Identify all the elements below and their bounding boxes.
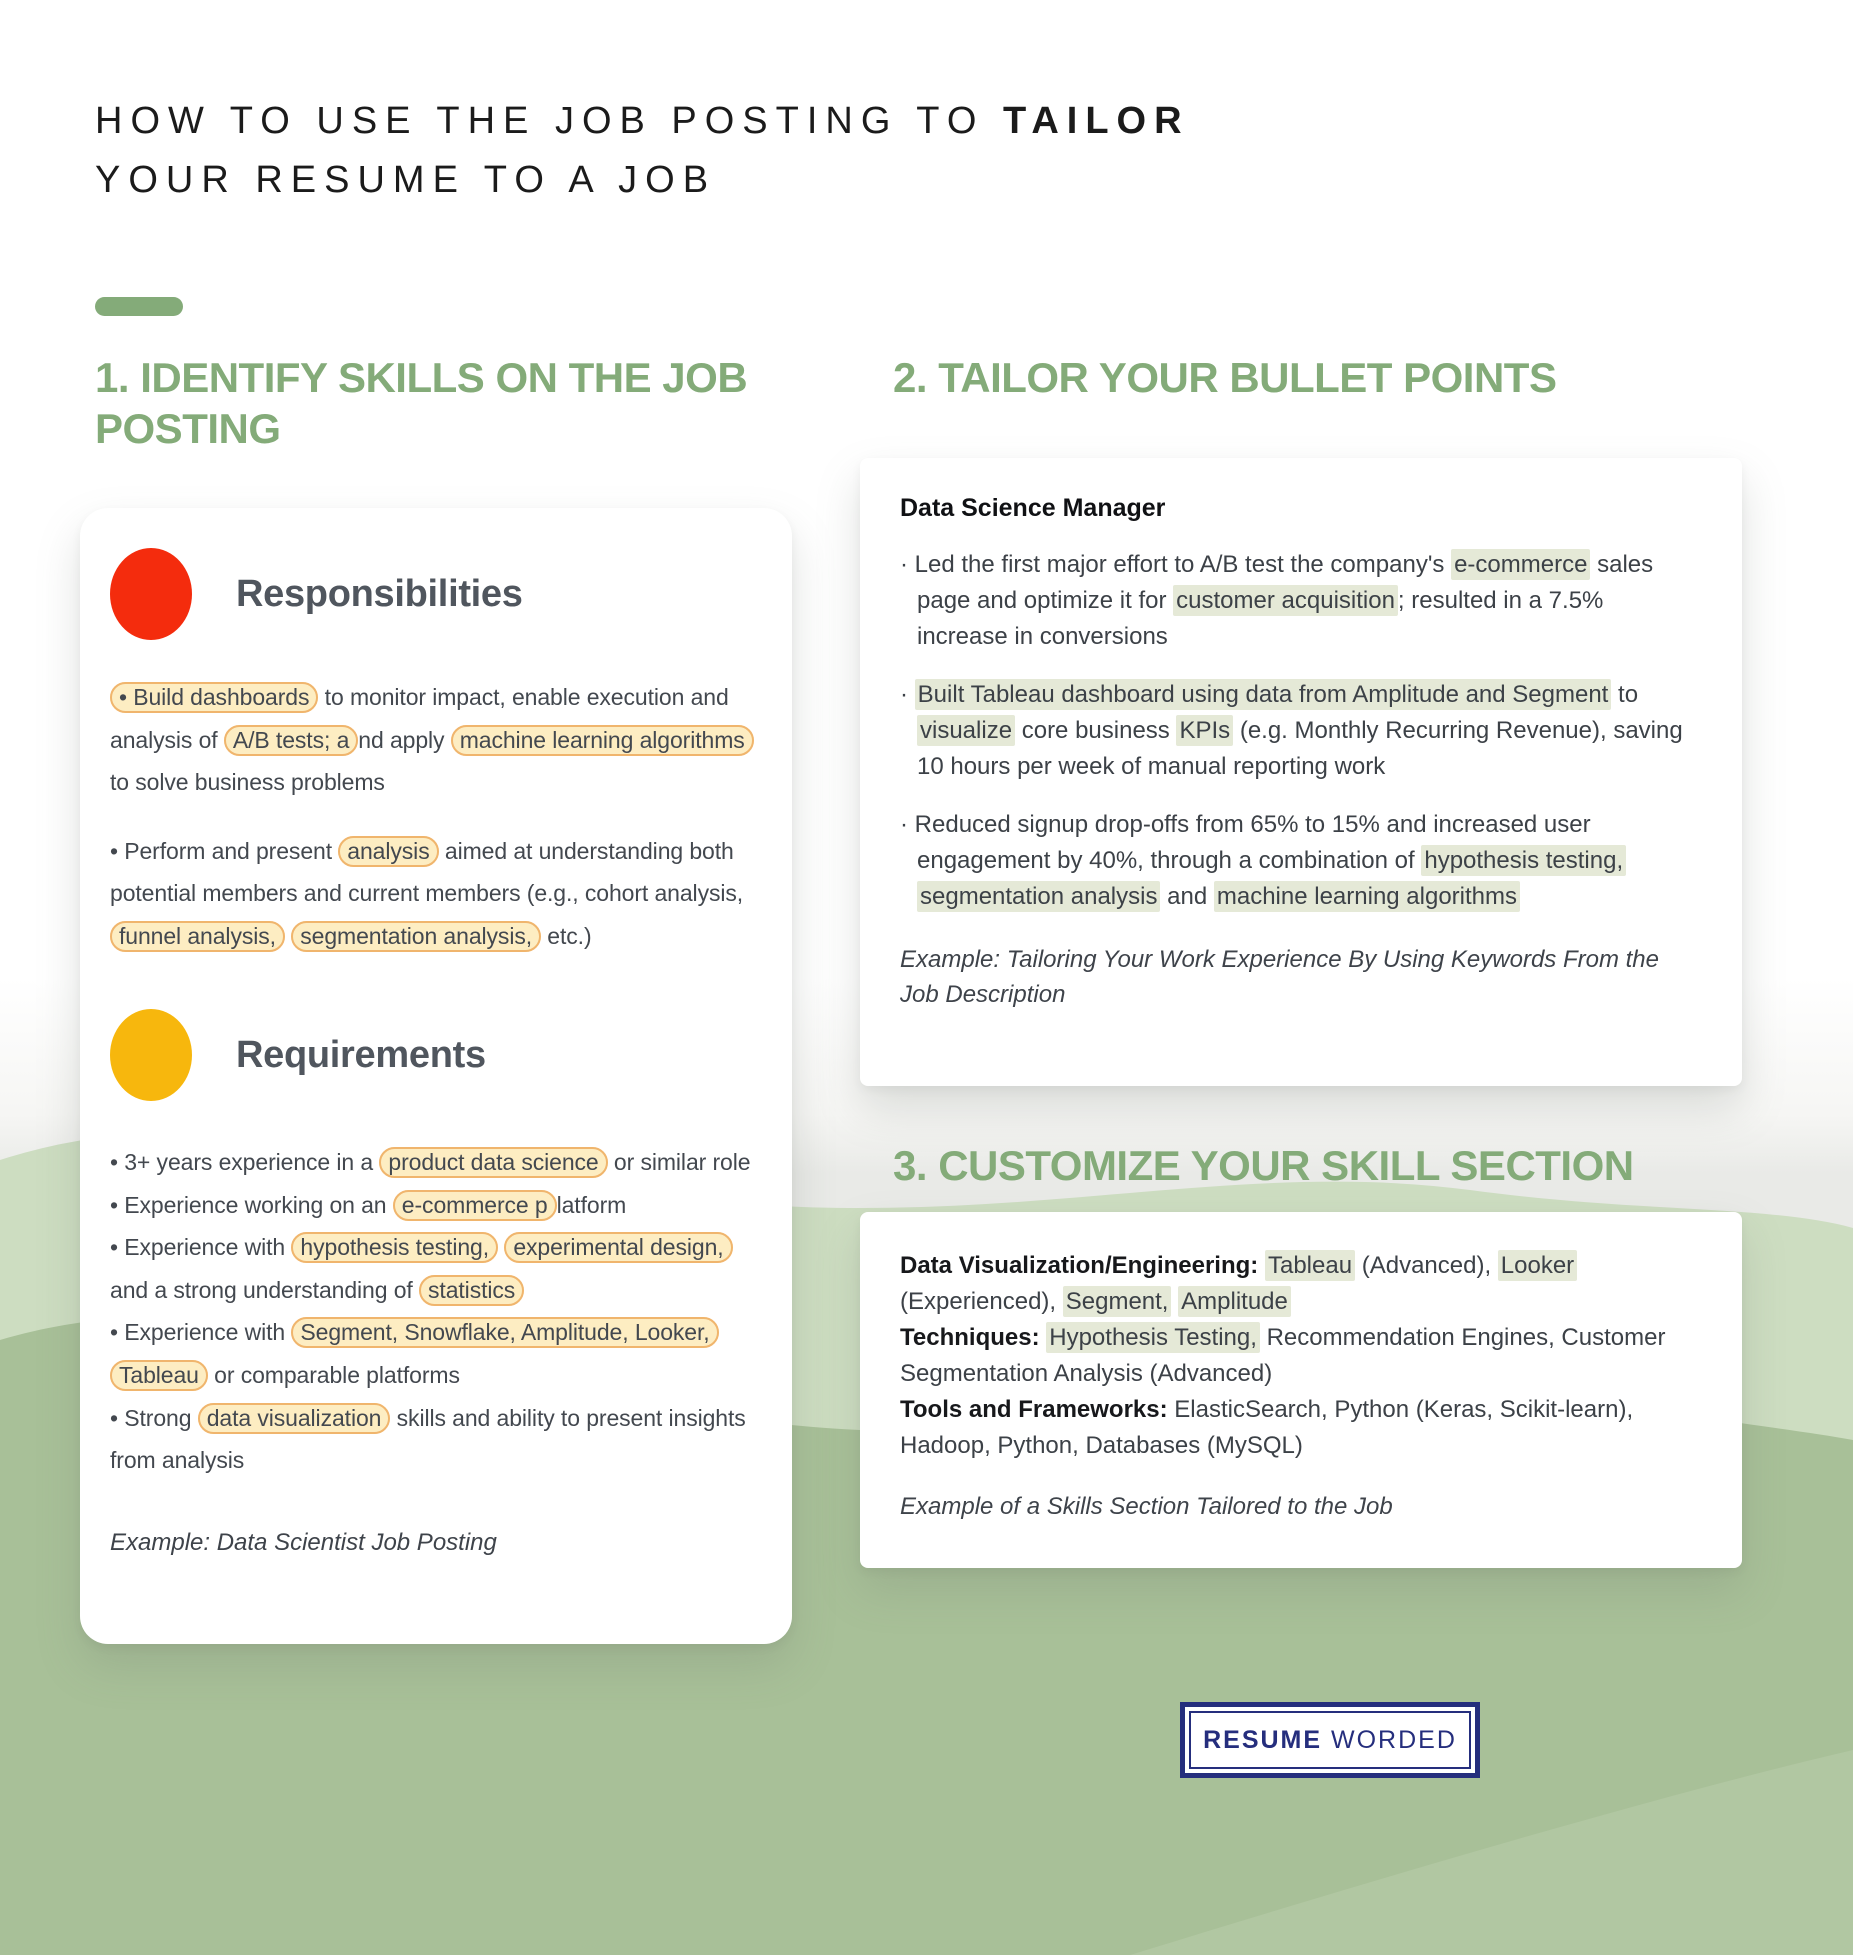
responsibilities-bullet-2: • Perform and present analysis aimed at understanding both potential members and current members (e.g., cohort analysis, funnel analysis, segmentation analysis, etc.) <box>110 830 766 958</box>
section3-heading: 3. CUSTOMIZE YOUR SKILL SECTION <box>893 1142 1634 1189</box>
resume-job-title: Data Science Manager <box>900 494 1166 522</box>
responsibilities-title: Responsibilities <box>236 572 523 615</box>
yellow-circle-icon <box>110 1009 192 1101</box>
skills-line-2: Techniques: Hypothesis Testing, Recommendation Engines, Customer Segmentation Analysis (Advanced) <box>900 1324 1666 1387</box>
requirements-bullet-5: • Strong data visualization skills and ability to present insights from analysis <box>110 1404 746 1474</box>
skills-section-card <box>860 1212 1742 1568</box>
page-title-line1-regular: HOW TO USE THE JOB POSTING TO <box>95 100 1003 142</box>
red-circle-icon <box>110 548 192 640</box>
page-title-line-1 <box>95 92 1190 151</box>
resume-bullets-example-caption: Example: Tailoring Your Work Experience By Using Keywords From the Job Description <box>900 946 1659 1008</box>
requirements-header <box>110 1009 766 1101</box>
requirements-bullet-3: • Experience with hypothesis testing, experimental design, and a strong understanding of statistics <box>110 1226 766 1311</box>
skills-line-1: Data Visualization/Engineering: Tableau (Advanced), Looker (Experienced), Segment, Amplitude <box>900 1248 1698 1320</box>
job-posting-card <box>80 508 792 1644</box>
page-title-line-2: YOUR RESUME TO A JOB <box>95 158 717 201</box>
page-title <box>95 92 1190 210</box>
green-dash-divider <box>95 297 183 316</box>
section2-heading: 2. TAILOR YOUR BULLET POINTS <box>893 354 1557 401</box>
responsibilities-header <box>110 548 766 640</box>
requirements-title: Requirements <box>236 1033 486 1076</box>
resume-bullet-1: · Led the first major effort to A/B test the company's e-commerce sales page and optimize it for customer acquisition ; resulted in a 7.5% increase in conversions <box>900 551 1654 650</box>
resume-worded-logo <box>1180 1702 1480 1778</box>
requirements-bullet-2: • Experience working on an e-commerce p latform <box>110 1184 766 1227</box>
page-title-line1-bold: TAILOR <box>1002 100 1190 142</box>
skills-line-3: Tools and Frameworks: ElasticSearch, Python (Keras, Scikit-learn), Hadoop, Python, Databases (MySQL) <box>900 1396 1634 1459</box>
resume-bullet-3: · Reduced signup drop-offs from 65% to 15% and increased user engagement by 40%, through a combination of hypothesis testing, segmentation analysis and machine learning algorithms <box>900 807 1698 915</box>
section1-heading: 1. IDENTIFY SKILLS ON THE JOB POSTING <box>95 354 748 453</box>
resume-worded-logo-text <box>1189 1711 1471 1769</box>
skills-example-caption: Example of a Skills Section Tailored to the Job <box>900 1493 1393 1520</box>
logo-text-bold: RESUME <box>1203 1725 1323 1754</box>
requirements-bullet-1: • 3+ years experience in a product data science or similar role <box>110 1141 766 1184</box>
job-posting-example-caption: Example: Data Scientist Job Posting <box>110 1528 497 1556</box>
logo-text-regular: WORDED <box>1322 1725 1457 1754</box>
responsibilities-bullet-1: • Build dashboards to monitor impact, enable execution and analysis of A/B tests; a nd apply machine learning algorithms to solve business problems <box>110 676 766 804</box>
requirements-bullet-4: • Experience with Segment, Snowflake, Amplitude, Looker, Tableau or comparable platforms <box>110 1311 766 1396</box>
resume-bullet-2: · Built Tableau dashboard using data from Amplitude and Segment to visualize core business KPIs (e.g. Monthly Recurring Revenue), saving 10 hours per week of manual reporting work <box>900 681 1683 780</box>
resume-bullets-card <box>860 458 1742 1086</box>
